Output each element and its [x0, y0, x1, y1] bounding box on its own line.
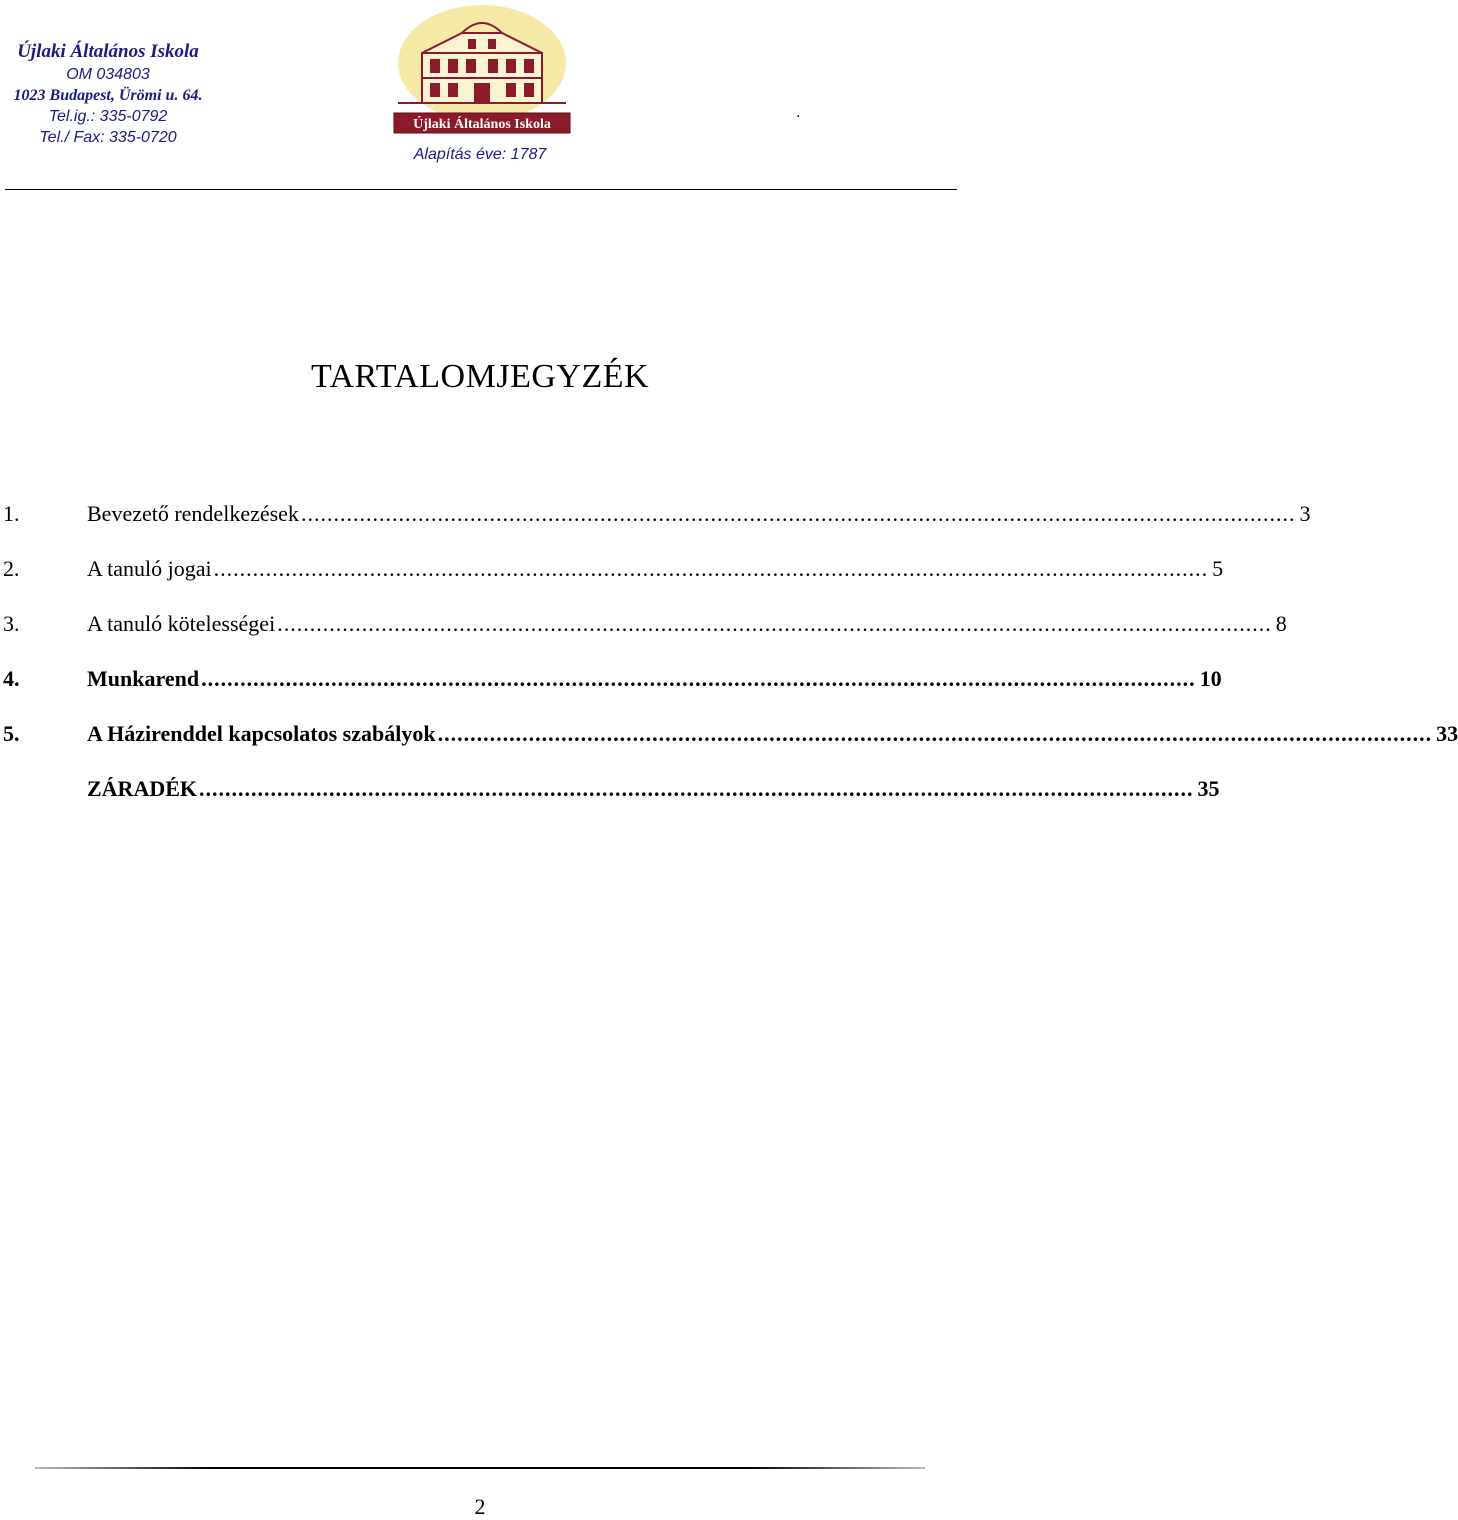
school-fax: Tel./ Fax: 335-0720	[39, 129, 177, 146]
toc-number: 4.	[3, 666, 20, 691]
founded-year: Alapítás éve: 1787	[413, 146, 547, 163]
toc-page: 5	[1212, 556, 1224, 581]
toc-leader: .........................................................................................................................................................	[300, 501, 1296, 526]
toc-number: 3.	[3, 611, 20, 636]
logo-text: Újlaki Általános Iskola	[413, 117, 551, 132]
toc-page: 8	[1275, 611, 1287, 636]
toc-label: A Házirenddel kapcsolatos szabályok	[87, 721, 436, 746]
page-title: TARTALOMJEGYZÉK	[310, 358, 650, 395]
toc-entry[interactable]	[0, 776, 1220, 831]
toc-entry[interactable]	[0, 611, 1287, 666]
om-code: OM 034803	[66, 66, 150, 83]
school-address: 1023 Budapest, Ürömi u. 64.	[13, 87, 203, 104]
toc-label: A tanuló jogai	[87, 556, 212, 581]
toc-label: ZÁRADÉK	[87, 776, 198, 801]
toc-entry[interactable]	[0, 556, 1224, 611]
toc-entry[interactable]	[0, 721, 1458, 776]
header-divider	[5, 189, 957, 190]
school-info	[8, 40, 208, 148]
school-logo	[392, 3, 572, 135]
footer-divider	[35, 1467, 925, 1470]
toc-leader: .........................................................................................................................................................	[213, 556, 1209, 581]
toc-entry[interactable]	[0, 501, 1311, 556]
toc-page: 3	[1299, 501, 1311, 526]
toc-number: 5.	[3, 721, 20, 746]
toc-number: 1.	[3, 501, 20, 526]
page-number: 2	[474, 1494, 486, 1519]
toc-entry[interactable]	[0, 666, 1222, 721]
toc-leader: .........................................................................................................................................................	[437, 721, 1433, 746]
toc-leader: .........................................................................................................................................................	[277, 611, 1272, 636]
toc-page: 33	[1436, 721, 1458, 746]
toc-leader: .........................................................................................................................................................	[201, 666, 1196, 691]
toc-page: 10	[1199, 666, 1222, 691]
table-of-contents	[0, 501, 1458, 831]
toc-label: Bevezető rendelkezések	[87, 501, 299, 526]
toc-leader: .........................................................................................................................................................	[199, 776, 1194, 801]
school-phone: Tel.ig.: 335-0792	[48, 108, 168, 125]
toc-label: Munkarend	[87, 666, 200, 691]
header-dot: .	[796, 104, 801, 121]
toc-number: 2.	[3, 556, 20, 581]
school-name: Újlaki Általános Iskola	[17, 41, 199, 62]
toc-page: 35	[1197, 776, 1220, 801]
toc-label: A tanuló kötelességei	[87, 611, 276, 636]
